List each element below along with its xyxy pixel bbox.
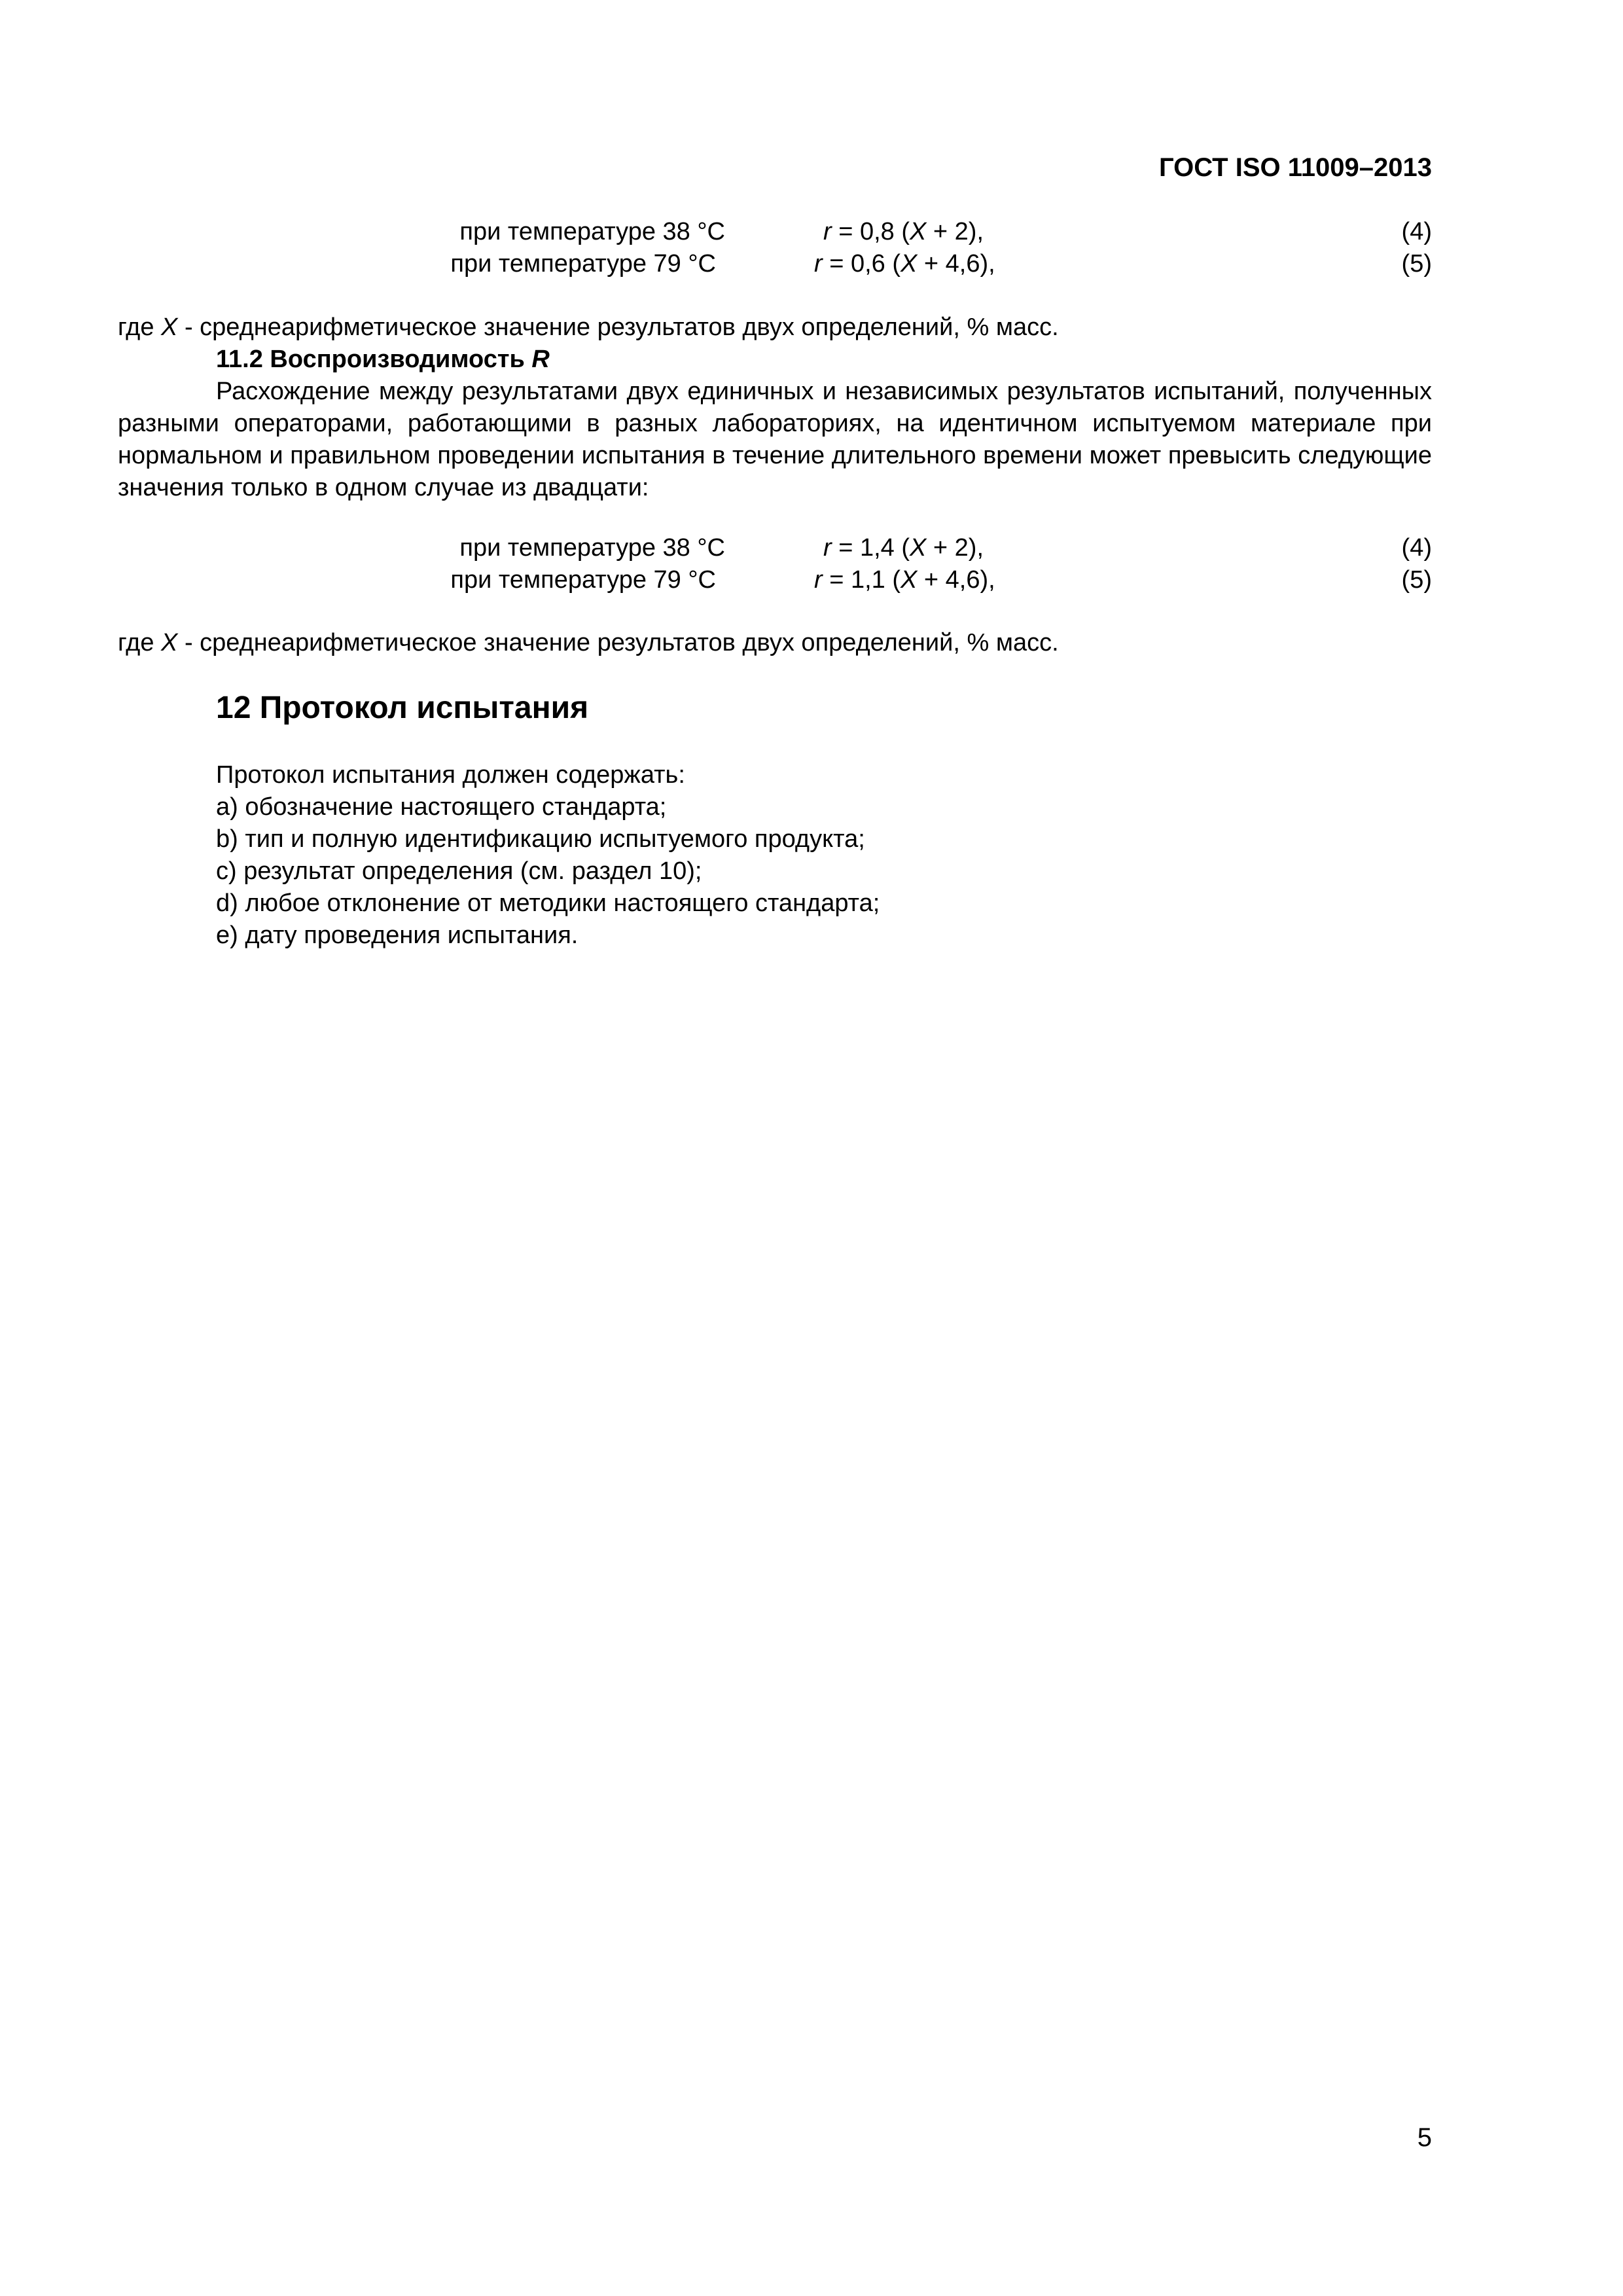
standard-designation: ГОСТ ISO 11009–2013 <box>1159 153 1432 182</box>
repeatability-formulas <box>118 216 1432 280</box>
subsection-heading: 11.2 Воспроизводимость R <box>216 346 550 373</box>
protocol-list <box>216 759 880 952</box>
where-explanation: где X - среднеарифметическое значение результатов двух определений, % масс. <box>118 629 1059 656</box>
list-item: с) результат определения (см. раздел 10); <box>216 857 702 885</box>
formula-expression: r = 1,1 (X + 4,6), <box>814 566 995 594</box>
list-item: е) дату проведения испытания. <box>216 922 579 949</box>
page-number: 5 <box>1417 2123 1432 2152</box>
reproducibility-formulas <box>118 532 1432 596</box>
formula-number: (4) <box>1401 218 1432 245</box>
formula-row <box>118 216 1432 248</box>
list-item: а) обозначение настоящего стандарта; <box>216 793 667 821</box>
formula-row <box>118 532 1432 564</box>
formula-expression: r = 0,8 (X + 2), <box>823 218 984 245</box>
list-intro: Протокол испытания должен содержать: <box>216 761 685 789</box>
formula-expression: r = 0,6 (X + 4,6), <box>814 250 995 278</box>
formula-row <box>118 564 1432 596</box>
formula-row <box>118 248 1432 280</box>
reproducibility-paragraph: Расхождение между результатами двух единичных и независимых результатов испытаний, полученных разными операторами, работающими в разных лабораториях, на идентичном испытуемом материале при нормальном и правильном проведении испытания в течение длительного времени может превысить следующие значения только в одном случае из двадцати: <box>118 378 1432 501</box>
formula-number: (4) <box>1401 534 1432 562</box>
section-title: 12 Протокол испытания <box>216 691 589 725</box>
formula-number: (5) <box>1401 250 1432 278</box>
formula-expression: r = 1,4 (X + 2), <box>823 534 984 562</box>
where-explanation: где X - среднеарифметическое значение результатов двух определений, % масс. <box>118 314 1059 341</box>
list-item: d) любое отклонение от методики настоящего стандарта; <box>216 889 880 917</box>
formula-number: (5) <box>1401 566 1432 594</box>
formula-condition: при температуре 38 °C <box>459 218 725 245</box>
formula-condition: при температуре 79 °C <box>450 566 716 594</box>
list-item: b) тип и полную идентификацию испытуемого продукта; <box>216 825 865 853</box>
formula-condition: при температуре 79 °C <box>450 250 716 278</box>
formula-condition: при температуре 38 °C <box>459 534 725 562</box>
